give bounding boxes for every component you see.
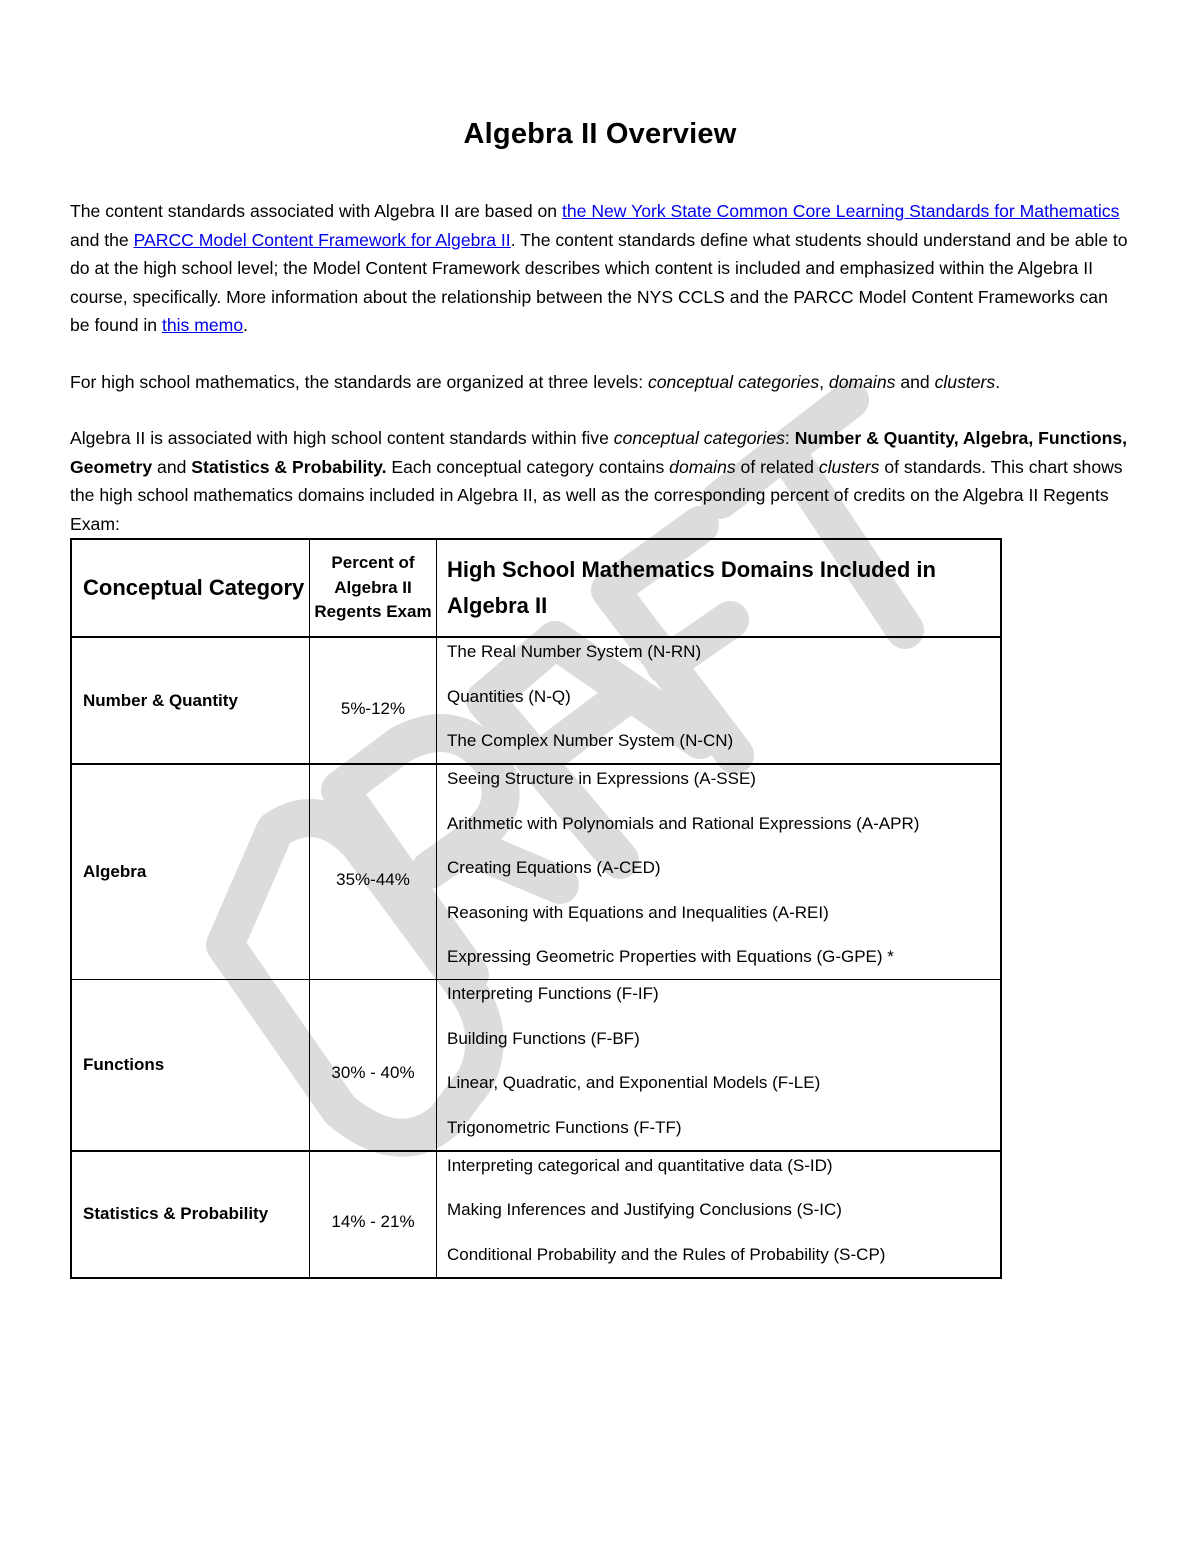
domain-item: Conditional Probability and the Rules of Probability (S-CP) [447,1244,886,1264]
levels-text: and [895,372,935,392]
assoc-text: Algebra II is associated with high school content standards within five [70,428,614,448]
header-domains: High School Mathematics Domains Included in Algebra II [437,539,1002,637]
levels-italic: domains [828,372,896,392]
levels-paragraph [70,368,1130,397]
percent-cell: 5%-12% [310,637,437,764]
assoc-text: and [152,456,192,477]
domain-item: Linear, Quadratic, and Exponential Models (F-LE) [447,1073,821,1092]
table-row [71,637,1001,764]
category-cell: Algebra [71,764,310,980]
assoc-bold: Number & Quantity, Algebra, Functions, Geometry [70,428,1128,477]
intro-text: and the [70,229,134,250]
percent-cell: 30% - 40% [310,980,437,1151]
percent-cell: 14% - 21% [310,1151,437,1278]
assoc-italic: clusters [818,456,880,477]
levels-italic: conceptual categories [647,372,820,392]
page-title: Algebra II Overview [463,118,737,150]
domain-item: Expressing Geometric Properties with Equations (G-GPE) * [447,947,894,966]
association-paragraph [70,424,1130,538]
levels-italic: clusters [934,372,996,392]
domain-item: The Real Number System (N-RN) [447,642,702,661]
domains-cell [437,637,1002,764]
domain-item: Quantities (N-Q) [447,686,571,706]
percent-cell: 35%-44% [310,764,437,980]
assoc-text: : [784,428,795,448]
domain-item: Arithmetic with Polynomials and Rational Expressions (A-APR) [447,813,920,833]
domain-item: Building Functions (F-BF) [447,1028,640,1048]
category-cell: Functions [71,980,310,1151]
domain-item: Creating Equations (A-CED) [447,858,661,877]
assoc-italic: domains [669,456,736,477]
table-row [71,980,1001,1151]
intro-text: . [243,315,249,335]
header-percent: Percent of Algebra II Regents Exam [310,539,437,637]
category-cell: Number & Quantity [71,637,310,764]
table-row [71,764,1001,980]
domain-item: Trigonometric Functions (F-TF) [447,1117,682,1137]
parcc-framework-link[interactable]: PARCC Model Content Framework for Algebra II [133,229,511,250]
assoc-italic: conceptual categories [613,428,785,448]
intro-text: . The content standards define what students should understand and be able to do at the high school level; the Model Content Framework describes which content is included and emphasized within the Algebra II course, specifically. More information about the relationship between the NYS CCLS and the PARCC Model Content Frameworks can be found in [70,229,1128,335]
levels-text: . [995,372,1001,392]
domains-cell [437,1151,1002,1278]
domain-item: Interpreting Functions (F-IF) [447,984,659,1003]
assoc-text: of related [735,456,819,477]
domain-item: Seeing Structure in Expressions (A-SSE) [447,769,756,788]
domain-item: Interpreting categorical and quantitative data (S-ID) [447,1155,833,1175]
intro-paragraph [70,197,1130,340]
table-header-row [71,539,1001,637]
nys-ccls-link[interactable]: the New York State Common Core Learning Standards for Mathematics [561,201,1120,221]
domains-cell [437,764,1002,980]
table-row [71,1151,1001,1278]
assoc-bold: Statistics & Probability. [191,456,387,477]
levels-text: , [819,372,829,392]
domain-item: Making Inferences and Justifying Conclusions (S-IC) [447,1200,842,1219]
domain-item: The Complex Number System (N-CN) [447,731,734,750]
domains-table [70,538,1002,1279]
header-conceptual-category: Conceptual Category [71,539,310,637]
assoc-text: Each conceptual category contains [386,456,670,477]
domains-cell [437,980,1002,1151]
intro-text: The content standards associated with Algebra II are based on [70,201,562,221]
domain-item: Reasoning with Equations and Inequalities (A-REI) [447,902,829,922]
category-cell: Statistics & Probability [71,1151,310,1278]
memo-link[interactable]: this memo [161,315,244,335]
levels-text: For high school mathematics, the standards are organized at three levels: [70,372,648,392]
assoc-text: of standards. This chart shows the high school mathematics domains included in Algebra II, as well as the corresponding percent of credits on the Algebra II Regents Exam: [70,456,1123,534]
